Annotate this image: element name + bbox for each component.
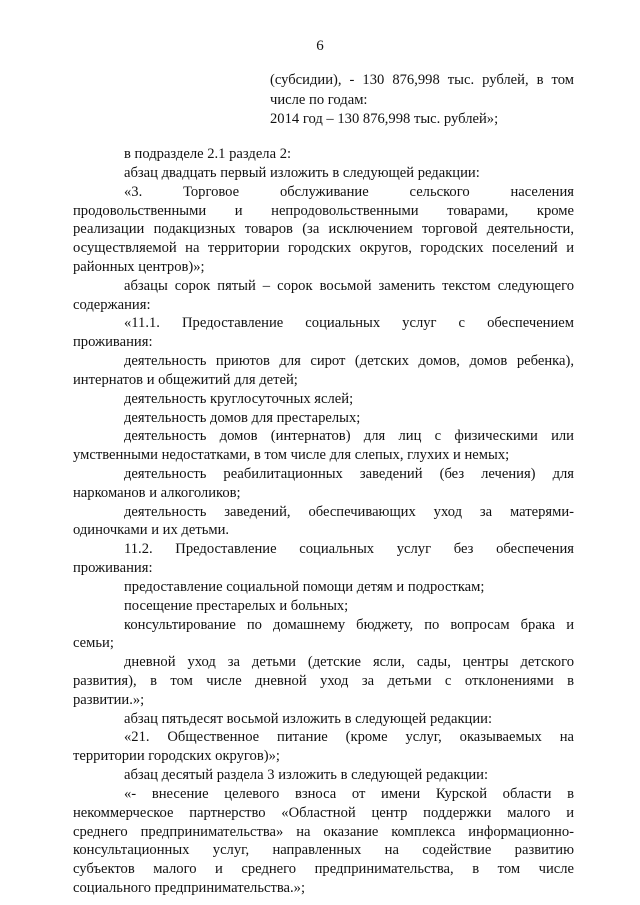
- paragraph-line: семьи;: [73, 635, 114, 652]
- top-line: числе по годам:: [270, 92, 368, 108]
- paragraph-line: 11.2. Предоставление социальных услуг без обеспечения: [124, 541, 574, 558]
- paragraph-line: консультирование по домашнему бюджету, по вопросам брака и: [124, 616, 574, 633]
- paragraph-line: одиночками и их детьми.: [73, 522, 230, 539]
- paragraph-line: дневной уход за детьми (детские ясли, сады, центры детского: [124, 654, 574, 671]
- top-line: 2014 год – 130 876,998 тыс. рублей»;: [270, 111, 499, 127]
- paragraph-line: территории городских округов)»;: [73, 748, 280, 765]
- paragraph-line: консультационных услуг, направленных на содействие развитию: [73, 842, 574, 859]
- paragraph-line: деятельность круглосуточных яслей;: [124, 390, 354, 407]
- paragraph-line: деятельность реабилитационных заведений (без лечения) для: [124, 465, 574, 482]
- paragraph-line: деятельность домов для престарелых;: [124, 409, 361, 426]
- page-number: 6: [316, 38, 324, 54]
- paragraph-line: социального предпринимательства.»;: [73, 880, 306, 896]
- paragraph-line: абзац пятьдесят восьмой изложить в следующей редакции:: [124, 710, 493, 727]
- paragraph-line: абзац двадцать первый изложить в следующей редакции:: [124, 164, 480, 181]
- paragraph-line: развитии.»;: [73, 691, 145, 708]
- paragraph-line: деятельность домов (интернатов) для лиц с физическими или: [124, 428, 574, 445]
- paragraph-line: интернатов и общежитий для детей;: [73, 371, 298, 388]
- paragraph-line: в подразделе 2.1 раздела 2:: [124, 146, 292, 162]
- paragraph-line: абзацы сорок пятый – сорок восьмой заменить текстом следующего: [124, 277, 574, 294]
- paragraph-line: «21. Общественное питание (кроме услуг, оказываемых на: [124, 729, 574, 746]
- paragraph-line: субъектов малого и среднего предпринимательства, в том числе: [73, 861, 574, 878]
- paragraph-line: проживания:: [73, 334, 153, 351]
- paragraph-line: деятельность заведений, обеспечивающих уход за матерями-: [124, 503, 574, 520]
- paragraph-line: осуществляемой на территории городских округов, городских поселений и: [73, 240, 574, 257]
- paragraph-line: среднего предпринимательства» на оказание комплекса информационно-: [73, 823, 574, 840]
- paragraph-line: районных центров)»;: [73, 258, 205, 275]
- paragraph-line: продовольственными и непродовольственными товарами, кроме: [73, 202, 574, 219]
- top-line: (субсидии), - 130 876,998 тыс. рублей, в том: [270, 72, 574, 88]
- paragraph-line: реализации подакцизных товаров (за исключением торговой деятельности,: [73, 221, 574, 238]
- paragraph-line: развития), в том числе дневной уход за детьми с отклонениями в: [73, 673, 574, 689]
- paragraph-line: абзац десятый раздела 3 изложить в следующей редакции:: [124, 767, 489, 784]
- paragraph-line: предоставление социальной помощи детям и подросткам;: [124, 578, 485, 595]
- paragraph-line: наркоманов и алкоголиков;: [73, 484, 241, 501]
- paragraph-line: содержания:: [73, 296, 151, 313]
- paragraph-line: умственными недостатками, в том числе для слепых, глухих и немых;: [73, 447, 510, 464]
- paragraph-line: деятельность приютов для сирот (детских домов, домов ребенка),: [124, 353, 574, 369]
- paragraph-line: некоммерческое партнерство «Областной центр поддержки малого и: [73, 804, 574, 821]
- paragraph-line: посещение престарелых и больных;: [124, 597, 349, 614]
- paragraph-line: «3. Торговое обслуживание сельского населения: [124, 183, 574, 200]
- paragraph-line: «- внесение целевого взноса от имени Курской области в: [124, 785, 574, 802]
- paragraph-line: «11.1. Предоставление социальных услуг с обеспечением: [124, 315, 574, 332]
- paragraph-line: проживания:: [73, 560, 153, 577]
